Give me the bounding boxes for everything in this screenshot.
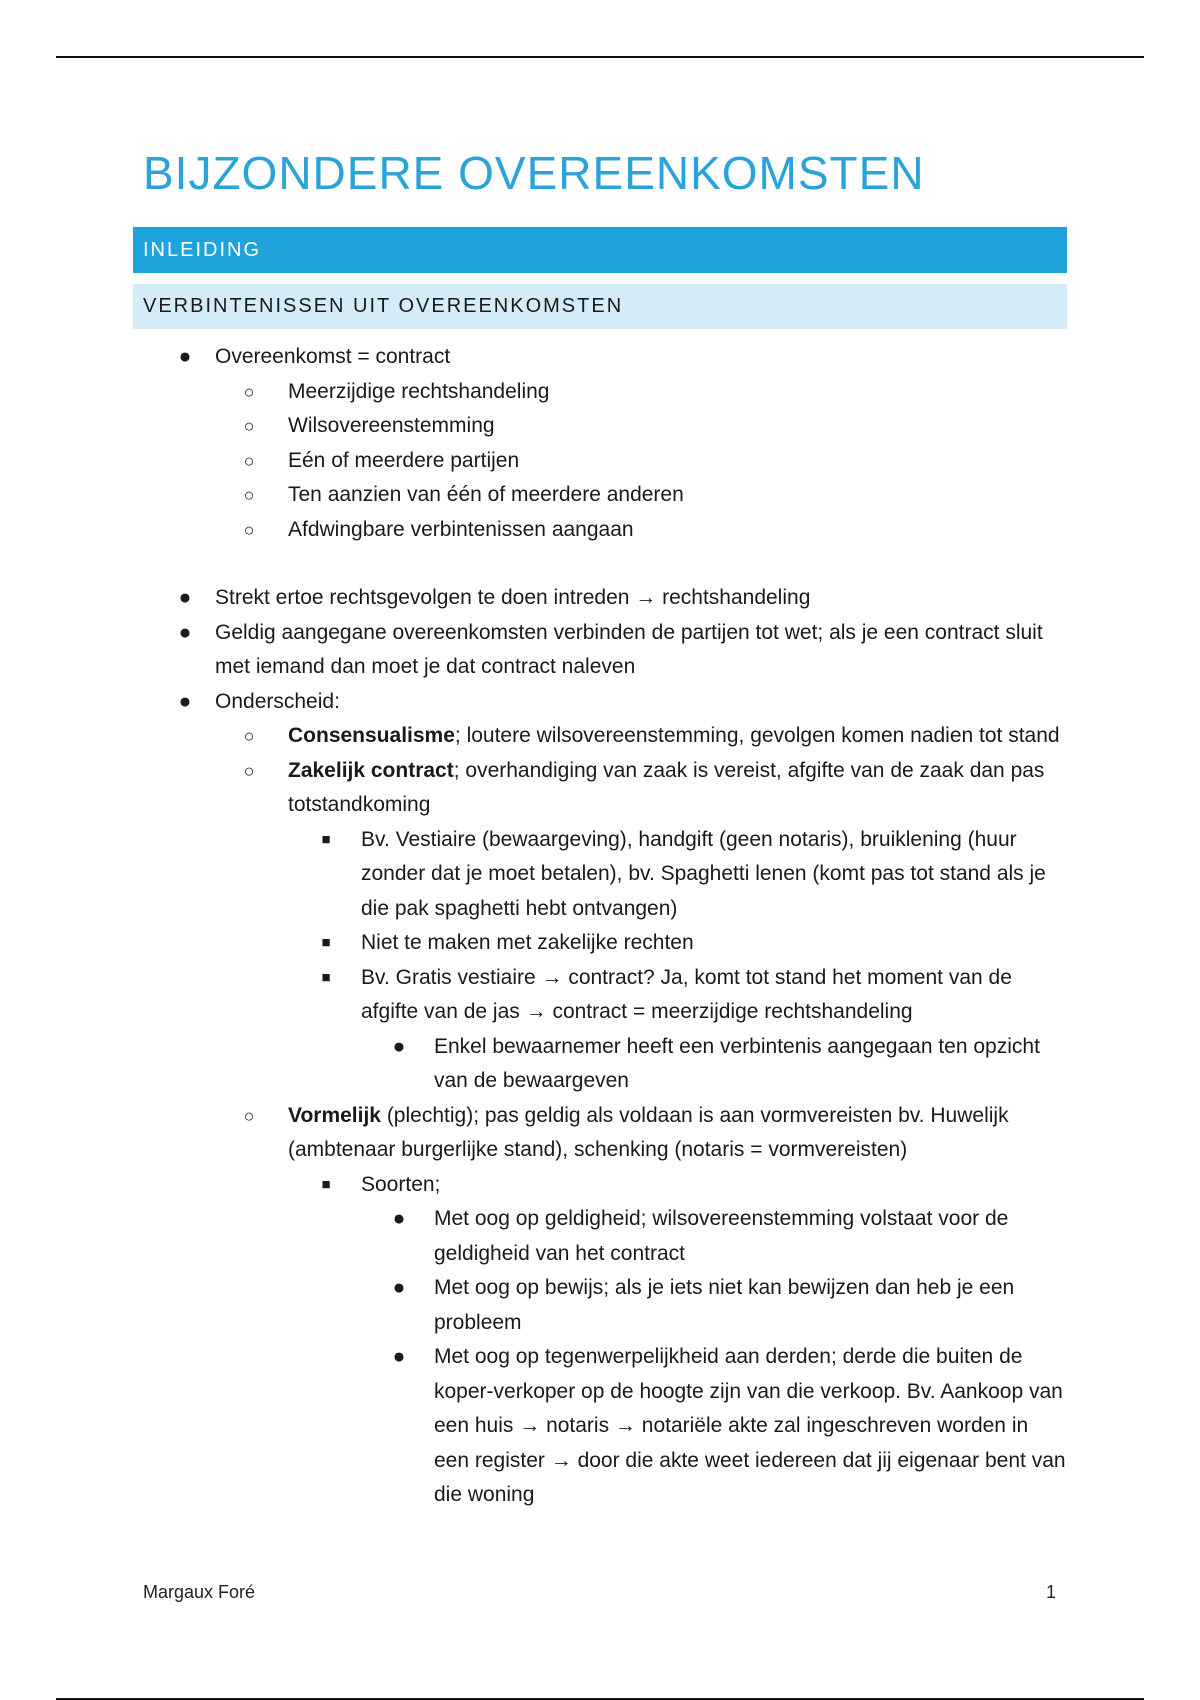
list-item-text: Overeenkomst = contract xyxy=(215,345,451,368)
list-item-text: ; overhandiging van zaak is vereist, afgifte van de zaak dan pas totstandkoming xyxy=(288,758,1045,816)
bullet-circle-icon: ○ xyxy=(243,519,255,540)
sub-sub-list xyxy=(288,823,1067,1099)
list-item-text: Soorten; xyxy=(361,1172,441,1196)
list-item-text: Met oog op geldigheid; wilsovereenstemming volstaat voor de geldigheid van het contract xyxy=(434,1207,1009,1265)
sub-list xyxy=(215,375,1067,548)
bullet-circle-icon: ○ xyxy=(243,381,255,402)
bullet-dot-icon: ● xyxy=(392,1345,406,1368)
list-item-text: Enkel bewaarnemer heeft een verbintenis aangegaan ten opzicht van de bewaargeven xyxy=(434,1034,1040,1092)
list-item-text: Eén of meerdere partijen xyxy=(288,448,520,472)
list-item xyxy=(215,375,1067,410)
bullet-dot-icon: ● xyxy=(178,689,192,713)
document-body xyxy=(133,340,1067,1513)
bullet-circle-icon: ○ xyxy=(243,726,255,746)
bullet-circle-icon: ○ xyxy=(243,485,255,505)
footer-page-number: 1 xyxy=(1046,1582,1057,1602)
list-item-text: Wilsovereenstemming xyxy=(288,414,495,437)
top-rule xyxy=(56,56,1144,58)
list-item-text: Afdwingbare verbintenissen aangaan xyxy=(288,517,634,541)
list-item xyxy=(215,719,1067,754)
footer-author: Margaux Foré xyxy=(143,1582,256,1602)
list-item-text: Ten aanzien van één of meerdere anderen xyxy=(288,483,684,506)
list-item xyxy=(215,1099,1067,1513)
list-item xyxy=(288,1168,1067,1513)
bullet-dot-icon: ● xyxy=(178,586,192,609)
term-consensualisme: Consensualisme xyxy=(288,724,455,747)
list-item-text: Bv. Vestiaire (bewaargeving), handgift (geen notaris), bruiklening (huur zonder dat je moet betalen), bv. Spaghetti lenen (komt pas tot stand als je die pak spaghetti hebt ontvangen) xyxy=(361,827,1046,920)
list-item-text: (plechtig); pas geldig als voldaan is aan vormvereisten bv. Huwelijk (ambtenaar burgerlijke stand), schenking (notaris = vormvereisten) xyxy=(288,1103,1009,1161)
document-title: BIJZONDERE OVEREENKOMSTEN xyxy=(143,147,925,199)
list-item-text: ; loutere wilsovereenstemming, gevolgen komen nadien tot stand xyxy=(454,724,1060,747)
list-item xyxy=(361,1271,1067,1340)
list-item xyxy=(215,513,1067,548)
list-item xyxy=(133,685,1067,1513)
sub-sub-sub-list xyxy=(361,1202,1067,1513)
list-item-text: Onderscheid: xyxy=(215,689,340,713)
heading-inleiding: INLEIDING xyxy=(133,227,1067,273)
list-item xyxy=(133,581,1067,616)
term-zakelijk-contract: Zakelijk contract xyxy=(288,758,454,782)
bullet-dot-icon: ● xyxy=(392,1207,406,1230)
bullet-dot-icon: ● xyxy=(392,1276,406,1299)
sub-list xyxy=(215,719,1067,1513)
list-item-text: Niet te maken met zakelijke rechten xyxy=(361,931,694,954)
list-item-text: Bv. Gratis vestiaire → contract? Ja, komt tot stand het moment van de afgifte van de jas → contract = meerzijdige rechtshandeling xyxy=(361,965,1012,1023)
spacer xyxy=(215,547,1067,581)
list-item xyxy=(133,340,1067,581)
bullet-dot-icon: ● xyxy=(392,1034,406,1058)
term-vormelijk: Vormelijk xyxy=(288,1103,381,1127)
list-item-text: Meerzijdige rechtshandeling xyxy=(288,379,550,403)
list-item xyxy=(215,754,1067,1099)
heading-verbintenissen: VERBINTENISSEN UIT OVEREENKOMSTEN xyxy=(133,284,1067,329)
bullet-dot-icon: ● xyxy=(178,345,192,368)
list-item-text: Geldig aangegane overeenkomsten verbinden de partijen tot wet; als je een contract sluit met iemand dan moet je dat contract naleven xyxy=(215,620,1043,678)
list-item xyxy=(361,1030,1067,1099)
list-item-text: Met oog op tegenwerpelijkheid aan derden; derde die buiten de koper-verkoper op de hoogte zijn van die verkoop. Bv. Aankoop van een huis → notaris → notariële akte zal ingeschreven worden in een register → door die akte weet iedereen dat jij eigenaar bent van die woning xyxy=(434,1345,1066,1506)
list-item xyxy=(361,1202,1067,1271)
list-item-text: Met oog op bewijs; als je iets niet kan bewijzen dan heb je een probleem xyxy=(434,1276,1015,1334)
bullet-square-icon: ■ xyxy=(321,968,331,986)
bullet-circle-icon: ○ xyxy=(243,450,255,471)
list-item xyxy=(215,478,1067,513)
bullet-circle-icon: ○ xyxy=(243,760,255,781)
bullet-square-icon: ■ xyxy=(321,830,331,848)
bullet-dot-icon: ● xyxy=(178,620,192,644)
list-item xyxy=(215,444,1067,479)
bullet-square-icon: ■ xyxy=(321,934,331,951)
list-item xyxy=(215,409,1067,444)
list-item xyxy=(288,823,1067,927)
sub-sub-sub-list xyxy=(361,1030,1067,1099)
list-item-text: Strekt ertoe rechtsgevolgen te doen intreden → rechtshandeling xyxy=(215,586,811,609)
list-item xyxy=(133,616,1067,685)
list-item xyxy=(288,926,1067,961)
list-item xyxy=(288,961,1067,1099)
bullet-list xyxy=(133,340,1067,1513)
bullet-square-icon: ■ xyxy=(321,1175,331,1193)
sub-sub-list xyxy=(288,1168,1067,1513)
bullet-circle-icon: ○ xyxy=(243,416,255,436)
bullet-circle-icon: ○ xyxy=(243,1105,255,1126)
list-item xyxy=(361,1340,1067,1513)
